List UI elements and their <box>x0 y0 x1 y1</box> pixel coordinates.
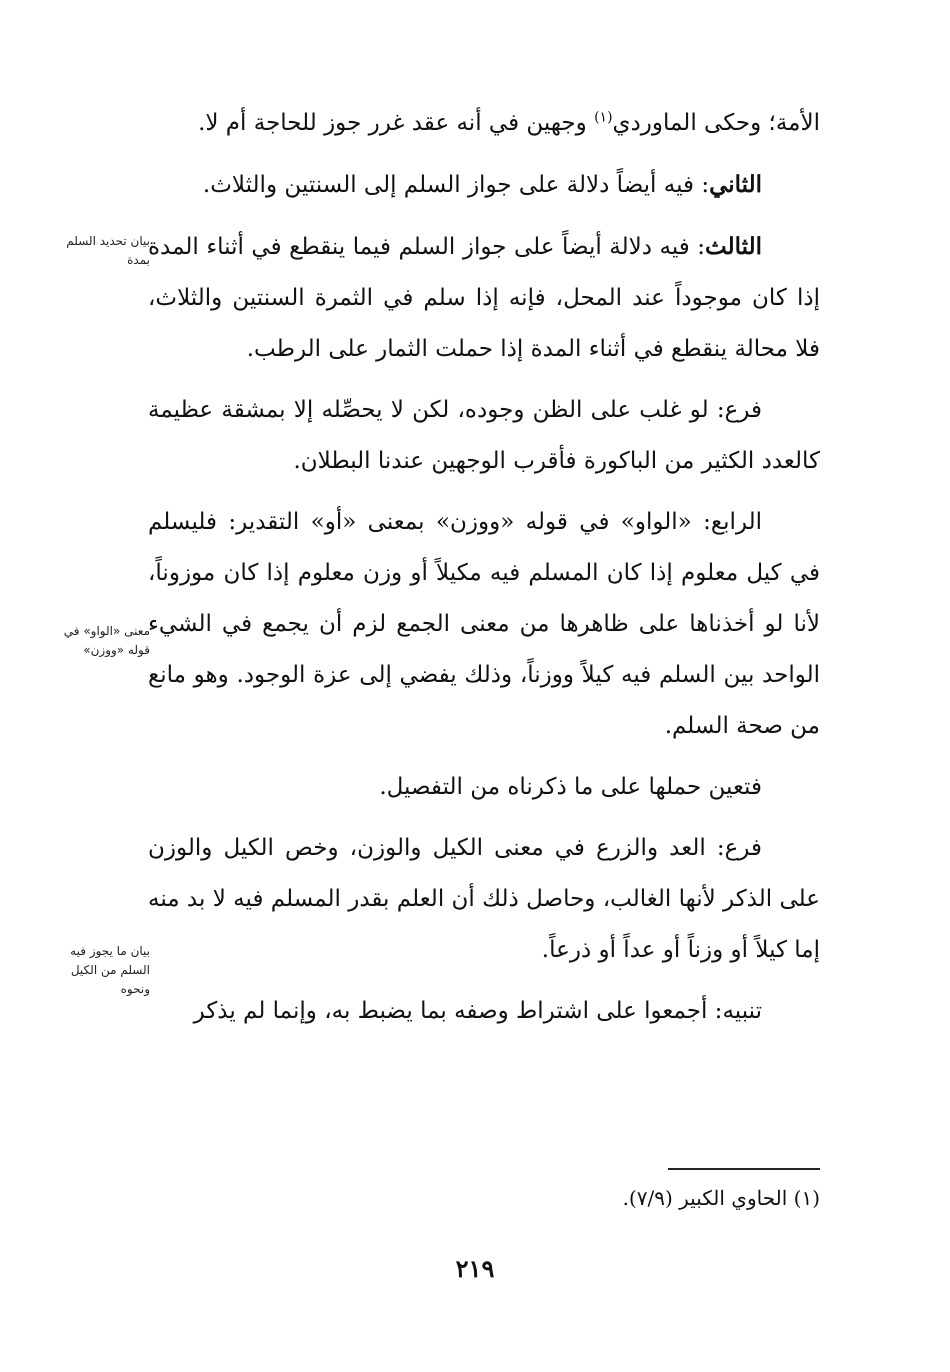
paragraph-text: فتعين حملها على ما ذكرناه من التفصيل. <box>379 774 762 800</box>
paragraph-lead: الثالث <box>705 233 762 260</box>
paragraph-6 <box>148 762 820 813</box>
paragraph-2 <box>148 159 820 211</box>
paragraph-3 <box>148 221 820 375</box>
paragraph-4 <box>148 385 820 487</box>
margin-note: بيان تحديد السلم بمدة <box>66 234 150 267</box>
footnote-divider <box>668 1168 820 1170</box>
paragraph-lead: الثاني <box>709 171 762 198</box>
paragraph-text: : فيه دلالة أيضاً على جواز السلم فيما ينقطع في أثناء المدة إذا كان موجوداً عند المحل، فإنه إذا سلم في الثمرة السنتين والثلاث، فلا محالة ينقطع في أثناء المدة إذا حملت الثمار على الرطب. <box>148 234 820 362</box>
paragraph-lead: فرع <box>724 835 762 861</box>
paragraph-8 <box>148 986 820 1037</box>
footnote-ref: (١) <box>594 109 613 126</box>
page-number: ٢١٩ <box>455 1254 495 1283</box>
footnote: (١) الحاوي الكبير (٧/٩). <box>622 1186 820 1210</box>
margin-note: بيان ما يجوز فيه السلم من الكيل ونحوه <box>70 944 150 996</box>
paragraph-lead: الرابع <box>710 509 762 535</box>
paragraph-text: : العد والزرع في معنى الكيل والوزن، وخص الكيل والوزن على الذكر لأنها الغالب، وحاصل ذلك أن العلم بقدر المسلم فيه لا بد منه إما كيلاً أو وزناً أو عداً أو ذرعاً. <box>148 835 820 963</box>
paragraph-text: : لو غلب على الظن وجوده، لكن لا يحصِّله إلا بمشقة عظيمة كالعدد الكثير من الباكورة فأقرب الوجهين عندنا البطلان. <box>148 397 820 474</box>
paragraph-5 <box>148 497 820 752</box>
main-text <box>148 98 820 1047</box>
paragraph-text: الأمة؛ وحكى الماوردي <box>612 110 820 136</box>
margin-note: معنى «الواو» في قوله «ووزن» <box>63 624 150 657</box>
paragraph-lead: تنبيه <box>722 998 762 1024</box>
paragraph-text: : فيه أيضاً دلالة على جواز السلم إلى السنتين والثلاث. <box>202 172 710 198</box>
paragraph-text: : «الواو» في قوله «ووزن» بمعنى «أو» التقدير: فليسلم في كيل معلوم إذا كان المسلم فيه مكيلاً أو وزن معلوم إذا كان موزوناً، لأنا لو أخذناها على ظاهرها من معنى الجمع لزم أن يجمع في الشيء الواحد بين السلم فيه كيلاً ووزناً، وذلك يفضي إلى عزة الوجود. وهو مانع من صحة السلم. <box>148 509 820 739</box>
paragraph-lead: فرع <box>724 397 762 423</box>
paragraph-1 <box>148 98 820 149</box>
paragraph-7 <box>148 823 820 976</box>
paragraph-text: : أجمعوا على اشتراط وصفه بما يضبط به، وإنما لم يذكر <box>193 998 723 1024</box>
paragraph-text: وجهين في أنه عقد غرر جوز للحاجة أم لا. <box>198 110 595 136</box>
